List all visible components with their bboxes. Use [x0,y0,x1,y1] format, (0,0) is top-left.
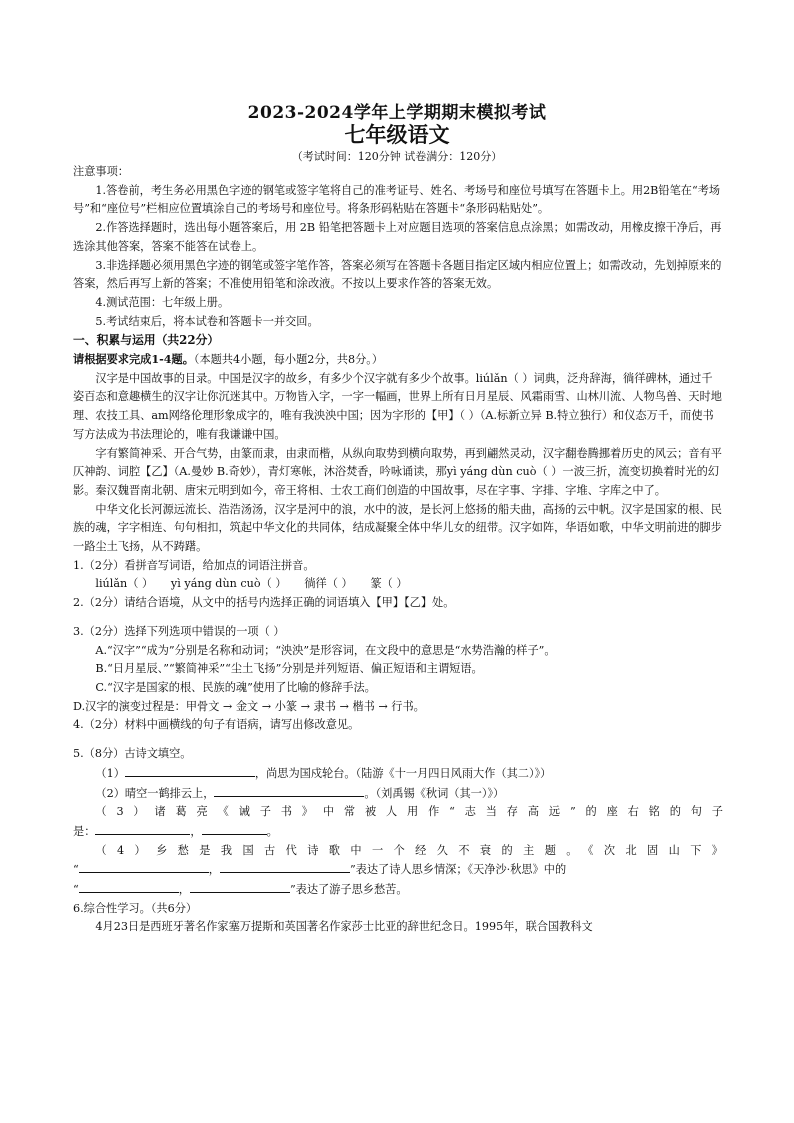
q3-option: C.“汉字是国家的根、民族的魂”使用了比喻的修辞手法。 [95,680,376,694]
answer-blank[interactable] [220,860,350,873]
question-1-items [73,575,723,594]
passage-paragraph: 中华文化长河源远流长、浩浩汤汤，汉字是河中的浪，水中的波，是长河上悠扬的船夫曲，高扬的云中帆。汉字是国家的根、民族的魂，字字相连、句句相扣，筑起中华文化的共同体，结成凝聚全体中华儿女的纽带。汉字如阵，华语如歌，中华文明前进的脚步一路尘土飞扬，从不踌躇。 [73,502,722,554]
q5-line-3: （3）诸葛亮《诫子书》中常被人用作“志当存高远”的座右铭的句子 [95,805,723,819]
q5-line-4c: “ ， ”表达了游子思乡愁苦。 [73,880,723,900]
question-3: 3.（2分）选择下列选项中错误的一项（ ） [73,624,285,638]
answer-blank[interactable] [125,764,255,777]
question-6: 6.综合性学习。（共6分） [73,901,198,915]
section-heading: 一、积累与运用（共22分） [73,333,220,348]
notice-item: 4.测试范围：七年级上册。 [95,295,230,309]
section-instruction [73,350,723,370]
answer-blank[interactable] [214,784,364,797]
answer-blank[interactable] [79,880,179,893]
instruction-rest: （本题共4小题，每小题2分，共8分。） [193,353,384,367]
passage-paragraph: 汉字是中国故事的目录。中国是汉字的故乡，有多少个汉字就有多少个故事。liúlǎn（ ）词典，泛舟辞海，徜徉碑林，通过千姿百态和意趣横生的汉字让你沉迷其中。万物皆入字，一字一幅画，世界上所有日月星辰、风霜雨雪、山林川流、人物鸟兽、天时地理、农技工具、am网络伦理形象成字的，唯有我泱泱中国；因为字形的【甲】（ ）（A.标新立异 B.特立独行）和仪态万千，而使书写方法成为书法理论的，唯有我谦谦中国。 [73,371,722,441]
q1-item: liúlǎn（ ） [95,577,154,591]
answer-blank[interactable] [202,822,267,835]
answer-blank[interactable] [95,822,190,835]
notice-item: 2.作答选择题时，选出每小题答案后，用 2B 铅笔把答题卡上对应题目选项的答案信息点涂黑；如需改动，用橡皮擦干净后，再选涂其他答案，答案不能答在试卷上。 [73,221,722,253]
q5-line-4: （4）乡愁是我国古代诗歌中一个经久不衰的主题。《次北固山下》 [95,843,723,857]
q1-item: 篆（ ） [370,577,408,591]
answer-blank[interactable] [79,860,209,873]
subject-title: 七年级语文 [344,122,450,147]
notice-item: 3.非选择题必须用黑色字迹的钢笔或签字笔作答，答案必须写在答题卡各题目指定区域内相应位置上；如需改动，先划掉原来的答案，然后再写上新的答案；不准使用铅笔和涂改液。不按以上要求作答的答案无效。 [73,258,722,291]
q5-line-3b: 是： ， 。 [73,822,723,842]
q3-option: A.“汉字”“成为”分别是名称和动词；“泱泱”是形容词，在文段中的意思是“水势浩瀚的样子”。 [95,643,556,657]
q3-option: B.“日月星辰、”“繁简神采”“尘土飞扬”分别是并列短语、偏正短语和主谓短语。 [95,662,483,676]
instruction-bold: 请根据要求完成1-4题。 [73,352,194,367]
exam-body [73,163,723,937]
q3-option: D.汉字的演变过程是：甲骨文 → 金文 → 小篆 → 隶书 → 楷书 → 行书。 [73,699,425,713]
answer-blank[interactable] [190,880,290,893]
notice-item: 5.考试结束后，将本试卷和答题卡一并交回。 [95,314,319,328]
notice-heading: 注意事项： [73,165,129,178]
q1-item: yì yáng dùn cuò（ ） [170,577,287,591]
passage-paragraph: 字有繁简神采、开合气势，由篆而隶，由隶而楷，从纵向取势到横向取势，再到翩然灵动，汉字翻卷腾挪着历史的风云；音有平仄神韵、词腔【乙】（A.曼妙 B.奇妙），青灯寒帐，沐浴焚香，吟咏诵读，那yì yáng dùn cuò（ ）一波三折，流变切换着时光的幻影。秦汉魏晋南北朝、唐宋元明到如今，帝王将相、士农工商们创造的中国故事，尽在字事、字排、字堆、字库之中了。 [73,446,722,497]
q5-line-2: （2）晴空一鹤排云上， 。（刘禹锡《秋词（其一）》） [73,784,723,804]
q5-line-4b: “ ， ”表达了诗人思乡情深；《天净沙·秋思》中的 [73,860,723,880]
q5-line-1: （1） ，尚思为国戍轮台。（陆游《十一月四日风雨大作（其二）》） [73,764,723,784]
notice-item: 1.答卷前，考生务必用黑色字迹的钢笔或签字笔将自己的准考证号、姓名、考场号和座位号填写在答题卡上。用2B铅笔在“考场号”和“座位号”栏相应位置填涂自己的考场号和座位号。将条形码粘贴在答题卡“条形码粘贴处”。 [73,183,721,216]
question-1: 1.（2分）看拼音写词语，给加点的词语注拼音。 [73,558,315,572]
question-5: 5.（8分）古诗文填空。 [73,747,192,761]
question-4: 4.（2分）材料中画横线的句子有语病，请写出修改意见。 [73,718,360,732]
question-6-text: 4月23日是西班牙著名作家塞万提斯和英国著名作家莎士比亚的辞世纪念日。1995年，联合国教科文 [95,920,593,934]
q1-item: 徜徉（ ） [304,577,353,591]
question-2: 2.（2分）请结合语境，从文中的括号内选择正确的词语填入【甲】【乙】处。 [73,596,455,610]
exam-title: 2023-2024学年上学期期末模拟考试 [247,103,547,123]
exam-meta: （考试时间：120分钟 试卷满分：120分） [291,150,503,163]
